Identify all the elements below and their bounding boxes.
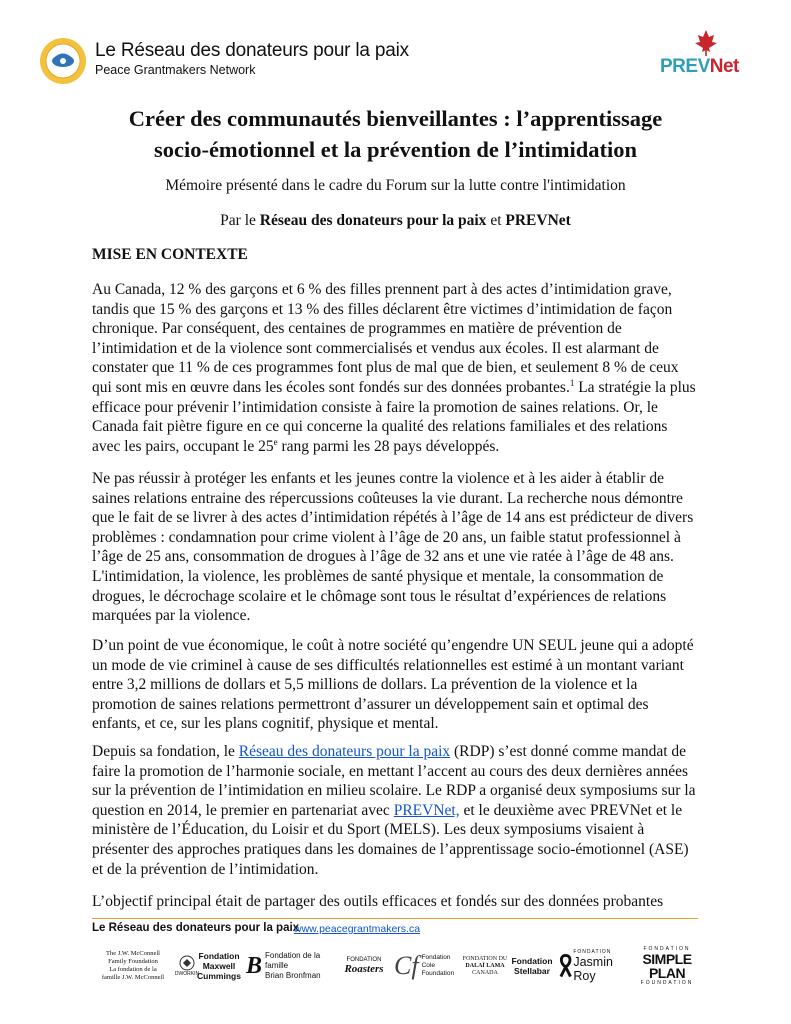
dworkin-emblem-icon	[179, 955, 195, 971]
title-line-2: socio-émotionnel et la prévention de l’intimidation	[153, 137, 638, 162]
footer-org-name: Le Réseau des donateurs pour la paix	[92, 922, 300, 934]
byline: Par le Réseau des donateurs pour la paix et PREVNet	[220, 212, 571, 229]
sponsor-dalai-lama-logo: FONDATION DU DALAÏ LAMA CANADA	[462, 955, 508, 976]
sponsor-maxwell-cummings-logo: Fondation Maxwell Cummings	[197, 951, 241, 981]
prevnet-link[interactable]: PREVNet,	[393, 801, 460, 819]
org-subtitle: Peace Grantmakers Network	[95, 63, 256, 77]
sponsor-bronfman-logo: B Fondation de la famille Brian Bronfman	[246, 951, 321, 980]
section-heading: MISE EN CONTEXTE	[92, 246, 248, 263]
org-name: Le Réseau des donateurs pour la paix	[95, 40, 409, 61]
footer-url-link[interactable]: www.peacegrantmakers.ca	[294, 923, 421, 935]
paragraph-3: D’un point de vue économique, le coût à notre société qu’engendre UN SEUL jeune qui a adopté un mode de vie criminel à cause de ses difficultés relationnelles est estimé à un montant variant entre 3,2 millions de dollars et 5,5 millions de dollars. La prévention de la violence et la promotion de saines relations permettront d’assurer un développement sain et optimal des enfants, et ce, sur les plans cognitif, physique et mental.	[92, 637, 694, 733]
footnote-ref: 1	[569, 377, 575, 388]
paragraph-1: Au Canada, 12 % des garçons et 6 % des filles prennent part à des actes d’intimidation grave, tandis que 15 % des garçons et 13 % des filles déclarent être victimes d’intimidation de façon chronique. Par conséquent, des centaines de programmes en matière de prévention de l’intimidation et de la violence sont commercialisés et vendus aux écoles. Il est alarmant de constater que 11 % de ces programmes font plus de mal que de bien, et seulement 8 % de ceux qui sont mis en œuvre dans les écoles sont fondés sur des données probantes.$^1$ La stratégie la plus efficace pour prévenir l’intimidation consiste à faire la promotion de saines relations. Or, le Canada fait piètre figure en ce qui concerne la qualité des relations familiales et des relations avec les pairs, occupant le 25e rang parmi les 28 pays développés.	[92, 281, 696, 455]
footer-divider	[92, 918, 698, 919]
prevnet-wordmark: PREVNet	[660, 56, 739, 77]
sponsor-stellabar-logo: Fondation Stellabar	[511, 956, 553, 976]
sponsor-cole-logo: Cf Fondation Cole Foundation	[394, 951, 455, 980]
sponsor-mcconnell-logo: The J.W. McConnell Family Foundation La fondation de la famille J.W. McConnell	[101, 950, 165, 981]
title-line-1: Créer des communautés bienveillantes : l’apprentissage	[128, 106, 663, 131]
document-title	[60, 103, 731, 165]
paragraph-5: L’objectif principal était de partager des outils efficaces et fondés sur des données probantes	[92, 893, 664, 910]
paragraph-2: Ne pas réussir à protéger les enfants et les jeunes contre la violence et à les aider à établir de saines relations entraine des répercussions coûteuses la vie durant. La recherche nous démontre que le fait de se livrer à des actes d’intimidation répétés à l’âge de 14 ans est prédicteur de divers problèmes : condamnation pour crime violent à l’âge de 20 ans, un faible statut professionnel à l’âge de 25 ans, consommation de drogues à l’âge de 32 ans et une vie ratée à l’âge de 48 ans. L'intimidation, la violence, les problèmes de santé physique et mentale, la consommation de drogues, le décrochage scolaire et le chômage sont tous le résultat d’expériences de relations marquées par la violence.	[92, 470, 694, 625]
sponsor-simple-plan-logo: FONDATION SIMPLE PLAN FOUNDATION	[640, 946, 694, 986]
peace-grantmakers-logo	[38, 36, 88, 86]
sponsor-jasmin-roy-logo: FONDATION Jasmin Roy	[558, 948, 636, 984]
rdp-link[interactable]: Réseau des donateurs pour la paix	[238, 743, 451, 760]
paragraph-4: Depuis sa fondation, le Réseau des donateurs pour la paix (RDP) s’est donné comme mandat de faire la promotion de l’harmonie sociale, en mettant l’accent au cours des deux dernières années sur la prévention de l’intimidation en milieu scolaire. Le RDP a organisé deux symposiums sur la question en 2014, le premier en partenariat avec PREVNet, et le deuxième avec PREVNet et le ministère de l’Éducation, du Loisir et du Sport (MELS). Les deux symposiums visaient à présenter des approches pratiques dans les domaines de l’apprentissage socio-émotionnel (ASE) et de la prévention de l’intimidation.	[92, 743, 696, 878]
sponsor-roasters-logo: FONDATION Roasters	[344, 957, 384, 975]
ribbon-icon	[558, 953, 573, 979]
sponsor-dworkin-logo: DWORKIN	[176, 948, 198, 984]
document-subtitle: Mémoire présenté dans le cadre du Forum sur la lutte contre l'intimidation	[165, 177, 626, 194]
